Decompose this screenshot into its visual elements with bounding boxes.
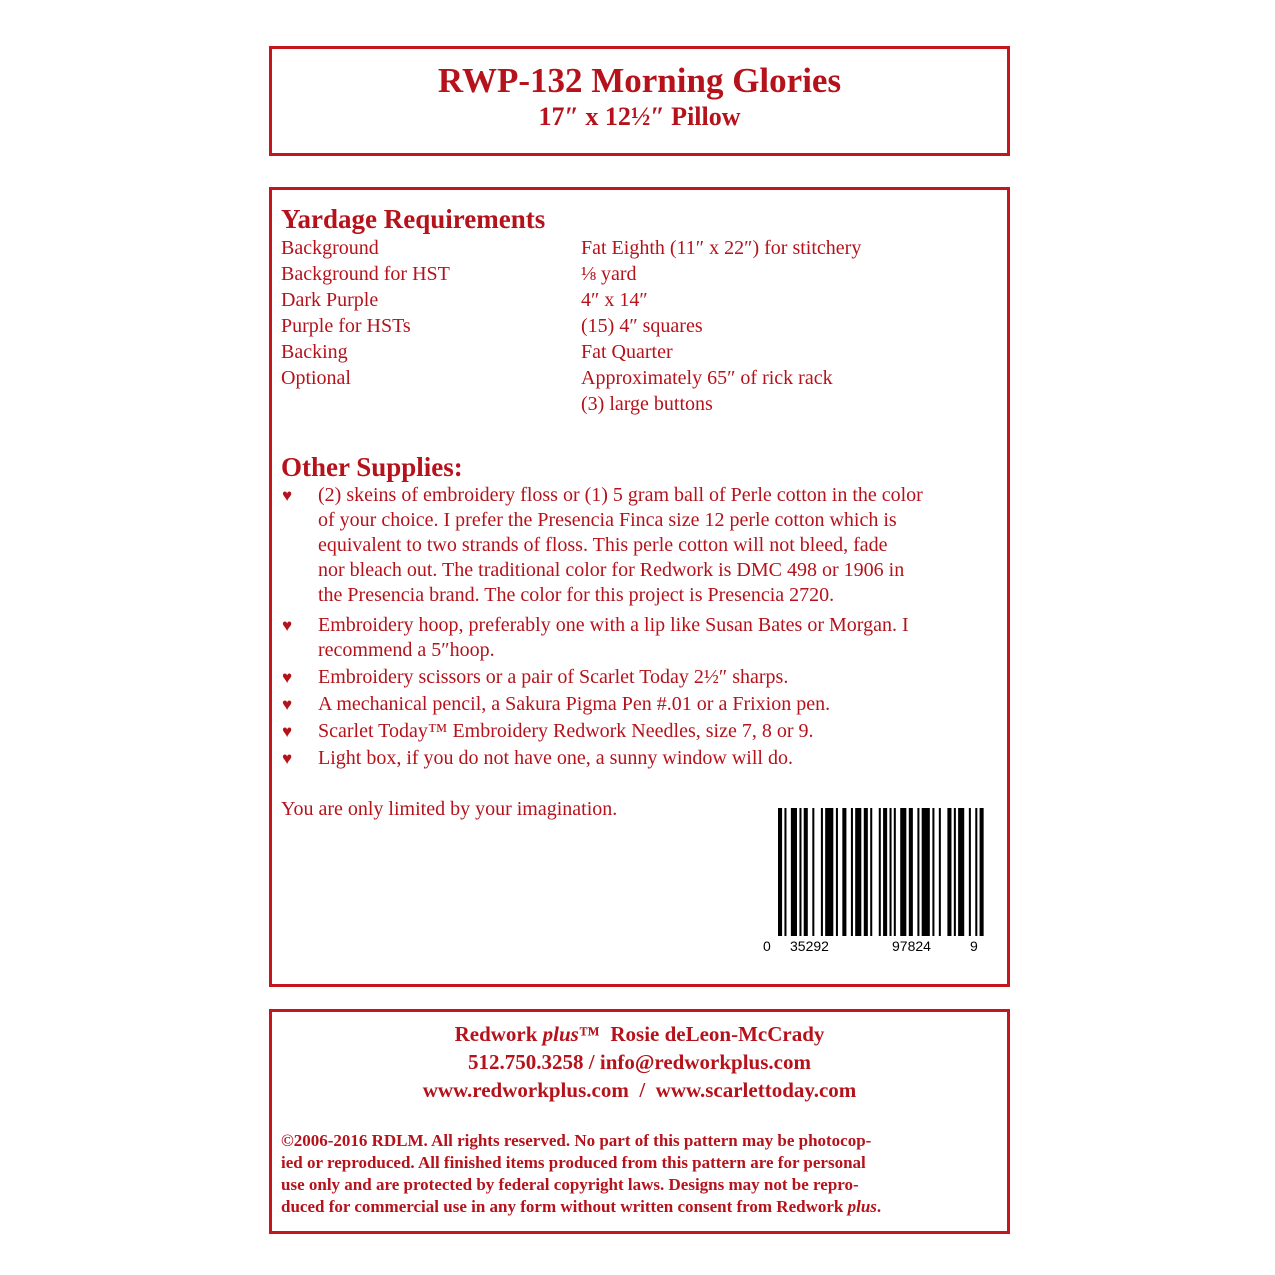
yardage-label: Purple for HSTs xyxy=(281,315,411,337)
supply-line: nor bleach out. The traditional color for Redwork is DMC 498 or 1906 in xyxy=(318,559,905,581)
barcode-bar xyxy=(909,808,913,936)
yardage-label: Optional xyxy=(281,367,351,389)
barcode-bar xyxy=(791,808,797,936)
pattern-title: RWP-132 Morning Glories xyxy=(437,61,842,100)
website-link-redworkplus[interactable]: www.redworkplus.com xyxy=(422,1078,629,1102)
barcode-bar xyxy=(883,808,887,936)
barcode-bar xyxy=(922,808,930,936)
barcode-bar xyxy=(855,808,861,936)
heart-bullet-icon: ♥ xyxy=(282,722,293,741)
copyright-italic: plus xyxy=(847,1197,877,1216)
barcode-bar xyxy=(890,808,892,936)
barcode-bar xyxy=(917,808,919,936)
supply-line: Scarlet Today™ Embroidery Redwork Needles, size 7, 8 or 9. xyxy=(318,720,814,742)
copyright-last-text: duced for commercial use in any form without written consent from Redwork xyxy=(281,1197,844,1216)
copyright-line xyxy=(281,1196,1003,1218)
heart-bullet-icon: ♥ xyxy=(282,695,293,714)
yardage-value: Fat Eighth (11″ x 22″) for stitchery xyxy=(581,237,862,259)
copyright-line: ied or reproduced. All finished items produced from this pattern are for personal xyxy=(281,1153,866,1172)
brand-name: Redwork xyxy=(454,1022,538,1046)
trademark: ™ xyxy=(578,1022,600,1046)
supply-line: A mechanical pencil, a Sakura Pigma Pen #.01 or a Frixion pen. xyxy=(318,693,831,715)
author-name: Rosie deLeon-McCrady xyxy=(610,1022,825,1046)
barcode-bar xyxy=(894,808,896,936)
barcode-digit-first: 0 xyxy=(763,938,771,954)
barcode-bar xyxy=(851,808,853,936)
barcode-group-left: 35292 xyxy=(790,938,829,954)
barcode-bar xyxy=(864,808,868,936)
upc-barcode xyxy=(763,808,992,954)
yardage-label: Dark Purple xyxy=(281,289,379,311)
separator: / xyxy=(639,1078,646,1102)
supply-line: Embroidery scissors or a pair of Scarlet Today 2½″ sharps. xyxy=(318,666,789,688)
requirements-box xyxy=(269,187,1010,987)
barcode-group-right: 97824 xyxy=(892,938,931,954)
supply-text xyxy=(318,613,1008,663)
barcode-bar xyxy=(879,808,881,936)
brand-line xyxy=(272,1020,1007,1048)
barcode-bar xyxy=(825,808,833,936)
title-box xyxy=(269,46,1010,156)
separator: / xyxy=(588,1050,595,1074)
yardage-value: 4″ x 14″ xyxy=(581,289,648,311)
supplies-heading: Other Supplies: xyxy=(281,452,463,482)
yardage-label: Background xyxy=(281,237,379,259)
yardage-label: Background for HST xyxy=(281,263,450,285)
barcode-bar xyxy=(939,808,941,936)
barcode-bar xyxy=(784,808,786,936)
copyright-line: ©2006-2016 RDLM. All rights reserved. No part of this pattern may be photocop- xyxy=(281,1131,872,1150)
barcode-bar xyxy=(842,808,846,936)
pattern-size: 17″ x 12½″ Pillow xyxy=(538,102,741,131)
barcode-bar xyxy=(954,808,956,936)
supply-line: of your choice. I prefer the Presencia Finca size 12 perle cotton which is xyxy=(318,509,897,531)
supply-line: (2) skeins of embroidery floss or (1) 5 gram ball of Perle cotton in the color xyxy=(318,484,923,506)
copyright-line: use only and are protected by federal copyright laws. Designs may not be repro- xyxy=(281,1175,859,1194)
supply-line: recommend a 5″hoop. xyxy=(318,639,495,661)
supply-text xyxy=(318,665,1008,690)
barcode-bar xyxy=(969,808,971,936)
barcode-bar xyxy=(804,808,808,936)
supply-text xyxy=(318,692,1008,717)
yardage-heading: Yardage Requirements xyxy=(281,204,546,234)
supply-line: equivalent to two strands of floss. This perle cotton will not bleed, fade xyxy=(318,534,888,556)
copyright-end: . xyxy=(876,1197,882,1216)
yardage-value: Approximately 65″ of rick rack xyxy=(581,367,833,389)
contact-box xyxy=(269,1009,1010,1234)
barcode-bar xyxy=(812,808,814,936)
closing-note: You are only limited by your imagination. xyxy=(281,798,618,820)
supply-text xyxy=(318,719,1008,744)
heart-bullet-icon: ♥ xyxy=(282,616,293,635)
website-link-scarlettoday[interactable]: www.scarlettoday.com xyxy=(655,1078,857,1102)
barcode-bar xyxy=(947,808,951,936)
supply-line: Embroidery hoop, preferably one with a lip like Susan Bates or Morgan. I xyxy=(318,614,909,636)
yardage-value: ⅛ yard xyxy=(581,263,637,285)
supply-line: the Presencia brand. The color for this project is Presencia 2720. xyxy=(318,584,835,606)
heart-bullet-icon: ♥ xyxy=(282,486,293,505)
heart-bullet-icon: ♥ xyxy=(282,668,293,687)
barcode-bar xyxy=(980,808,984,936)
barcode-bar xyxy=(900,808,906,936)
heart-bullet-icon: ♥ xyxy=(282,749,293,768)
barcode-digit-last: 9 xyxy=(970,938,978,954)
yardage-value: (3) large buttons xyxy=(581,393,713,415)
barcode-bar xyxy=(932,808,934,936)
barcode-bar xyxy=(778,808,782,936)
supply-line: Light box, if you do not have one, a sunny window will do. xyxy=(318,747,793,769)
barcode-bar xyxy=(958,808,964,936)
barcode-bar xyxy=(975,808,977,936)
yardage-value: Fat Quarter xyxy=(581,341,673,363)
barcode-bar xyxy=(836,808,838,936)
barcode-bars-icon xyxy=(772,808,992,936)
barcode-bar xyxy=(821,808,823,936)
barcode-bar xyxy=(870,808,872,936)
supply-text xyxy=(318,483,1008,608)
phone-number: 512.750.3258 xyxy=(468,1050,584,1074)
copyright-notice xyxy=(281,1130,1003,1218)
websites-line xyxy=(272,1076,1007,1104)
yardage-value: (15) 4″ squares xyxy=(581,315,703,337)
yardage-label: Backing xyxy=(281,341,348,363)
email-link[interactable]: info@redworkplus.com xyxy=(599,1050,811,1074)
supply-text xyxy=(318,746,1008,771)
contact-line xyxy=(272,1048,1007,1076)
brand-italic: plus xyxy=(542,1022,579,1046)
barcode-bar xyxy=(799,808,801,936)
